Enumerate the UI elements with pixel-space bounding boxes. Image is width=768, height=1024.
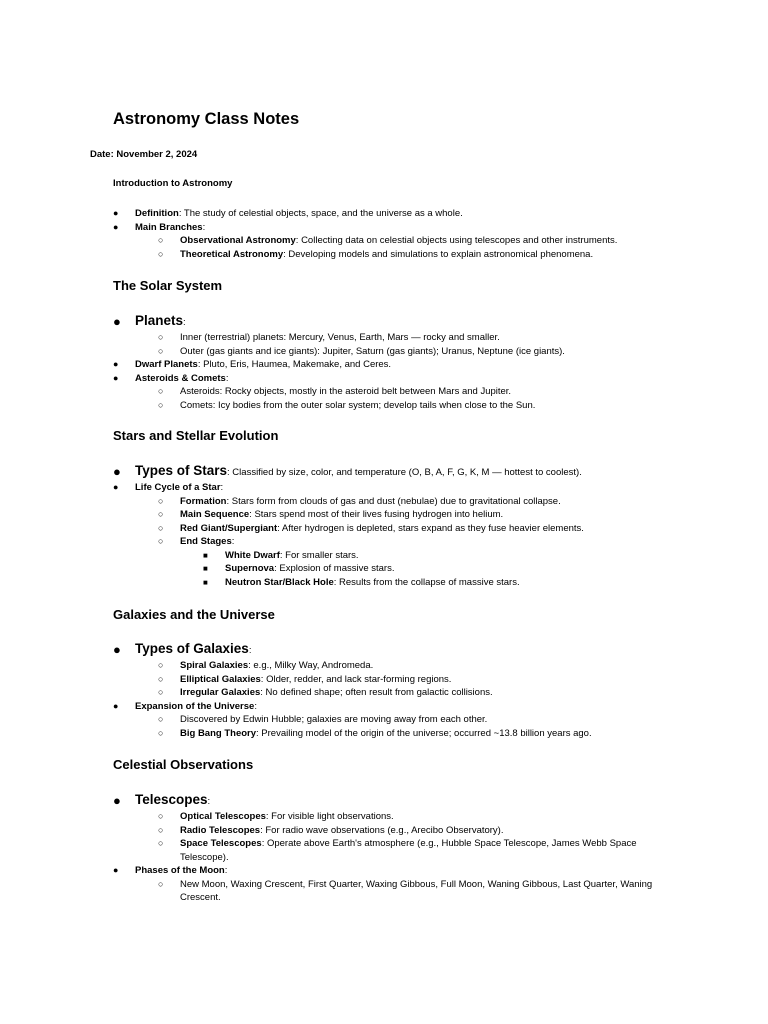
galaxies-list: [0, 640, 768, 740]
bullet-dot-icon: ●: [113, 359, 119, 369]
solar-list: [0, 312, 768, 412]
list-item: ● Asteroids & Comets:: [113, 372, 229, 384]
bullet-dot-icon: ●: [113, 642, 121, 657]
page-title: Astronomy Class Notes: [113, 110, 300, 128]
list-item: ■ Supernova: Explosion of massive stars.: [203, 563, 395, 574]
list-item: ○ Observational Astronomy: Collecting data on celestial objects using telescopes and other instruments.: [158, 235, 618, 246]
bullet-circle-icon: ○: [158, 495, 164, 506]
bullet-circle-icon: ○: [158, 509, 164, 519]
list-item: ● Main Branches:: [113, 221, 206, 233]
date-label: Date: November 2, 2024: [90, 149, 198, 160]
bullet-circle-icon: ○: [158, 727, 164, 738]
bullet-dot-icon: ●: [113, 372, 119, 383]
bullet-circle-icon: ○: [158, 248, 164, 259]
bullet-dot-icon: ●: [113, 221, 119, 232]
section-heading-observations: Celestial Observations: [113, 757, 254, 772]
bullet-circle-icon: ○: [158, 386, 164, 396]
bullet-square-icon: ■: [203, 577, 208, 587]
section-heading-galaxies: Galaxies and the Universe: [113, 607, 275, 622]
list-item: ● Life Cycle of a Star:: [113, 482, 224, 493]
list-item: ○ Comets: Icy bodies from the outer solar system; develop tails when close to the Sun.: [158, 399, 536, 411]
bullet-dot-icon: ●: [113, 700, 119, 711]
list-item: ● Types of Stars: Classified by size, color, and temperature (O, B, A, F, G, K, M — hottest to coolest).: [113, 463, 582, 479]
bullet-square-icon: ■: [203, 550, 208, 560]
list-item: ○ Spiral Galaxies: e.g., Milky Way, Andromeda.: [158, 660, 374, 671]
bullet-circle-icon: ○: [158, 536, 164, 546]
bullet-circle-icon: ○: [158, 345, 164, 356]
list-item: ○ Inner (terrestrial) planets: Mercury, Venus, Earth, Mars — rocky and smaller.: [158, 332, 500, 343]
bullet-dot-icon: ●: [113, 793, 121, 808]
list-item: ○ Outer (gas giants and ice giants): Jupiter, Saturn (gas giants); Uranus, Neptune (ice giants).: [158, 345, 565, 357]
list-item: ○ Irregular Galaxies: No defined shape; often result from galactic collisions.: [158, 687, 493, 698]
list-item: ○ Big Bang Theory: Prevailing model of the origin of the universe; occurred ~13.8 billion years ago.: [158, 727, 592, 739]
list-item: ■ White Dwarf: For smaller stars.: [203, 549, 359, 561]
list-item: ○ Elliptical Galaxies: Older, redder, and lack star-forming regions.: [158, 673, 452, 685]
list-item: ○ Space Telescopes: Operate above Earth's atmosphere (e.g., Hubble Space Telescope, James Webb Space Telescope).: [158, 838, 637, 863]
bullet-circle-icon: ○: [158, 522, 164, 533]
list-item: ● Expansion of the Universe:: [113, 700, 257, 712]
intro-list: [0, 207, 768, 261]
bullet-square-icon: ■: [203, 564, 208, 573]
observations-list: [0, 791, 768, 905]
bullet-dot-icon: ●: [113, 865, 119, 875]
list-item: ● Planets:: [113, 313, 186, 329]
list-item: ● Telescopes:: [113, 792, 211, 808]
section-heading-stars: Stars and Stellar Evolution: [113, 428, 279, 443]
list-item: ○ New Moon, Waxing Crescent, First Quarter, Waxing Gibbous, Full Moon, Waning Gibbous, Last Quarter, Waning Crescent.: [158, 878, 653, 903]
list-item: ○ Theoretical Astronomy: Developing models and simulations to explain astronomical phenomena.: [158, 248, 594, 260]
bullet-circle-icon: ○: [158, 332, 164, 342]
bullet-dot-icon: ●: [113, 314, 121, 329]
list-item: ○ End Stages:: [158, 536, 235, 547]
list-item: ■ Neutron Star/Black Hole: Results from the collapse of massive stars.: [203, 576, 520, 588]
bullet-circle-icon: ○: [158, 687, 164, 697]
list-item: ○ Formation: Stars form from clouds of gas and dust (nebulae) due to gravitational collapse.: [158, 495, 561, 507]
bullet-circle-icon: ○: [158, 878, 164, 889]
bullet-circle-icon: ○: [158, 235, 164, 245]
list-item: ○ Discovered by Edwin Hubble; galaxies are moving away from each other.: [158, 714, 488, 725]
bullet-circle-icon: ○: [158, 399, 164, 410]
bullet-circle-icon: ○: [158, 673, 164, 684]
stars-list: [0, 462, 768, 589]
list-item: ○ Main Sequence: Stars spend most of their lives fusing hydrogen into helium.: [158, 509, 504, 520]
list-item: ○ Optical Telescopes: For visible light observations.: [158, 811, 394, 822]
bullet-dot-icon: ●: [113, 464, 121, 479]
bullet-circle-icon: ○: [158, 660, 164, 670]
bullet-dot-icon: ●: [113, 208, 119, 218]
list-item: ○ Red Giant/Supergiant: After hydrogen is depleted, stars expand as they fuse heavier elements.: [158, 522, 584, 534]
list-item: ● Dwarf Planets: Pluto, Eris, Haumea, Makemake, and Ceres.: [113, 359, 392, 370]
section-heading-solar-system: The Solar System: [113, 278, 223, 293]
list-item: ○ Asteroids: Rocky objects, mostly in the asteroid belt between Mars and Jupiter.: [158, 386, 512, 397]
bullet-circle-icon: ○: [158, 838, 164, 848]
list-item: ● Phases of the Moon:: [113, 865, 228, 876]
bullet-circle-icon: ○: [158, 714, 164, 724]
list-item: ● Types of Galaxies:: [113, 641, 252, 657]
bullet-dot-icon: ●: [113, 482, 119, 492]
intro-heading: Introduction to Astronomy: [113, 178, 233, 189]
list-item: ● Definition: The study of celestial objects, space, and the universe as a whole.: [113, 208, 463, 219]
bullet-circle-icon: ○: [158, 811, 164, 821]
list-item: ○ Radio Telescopes: For radio wave observations (e.g., Arecibo Observatory).: [158, 824, 504, 836]
bullet-circle-icon: ○: [158, 824, 164, 835]
